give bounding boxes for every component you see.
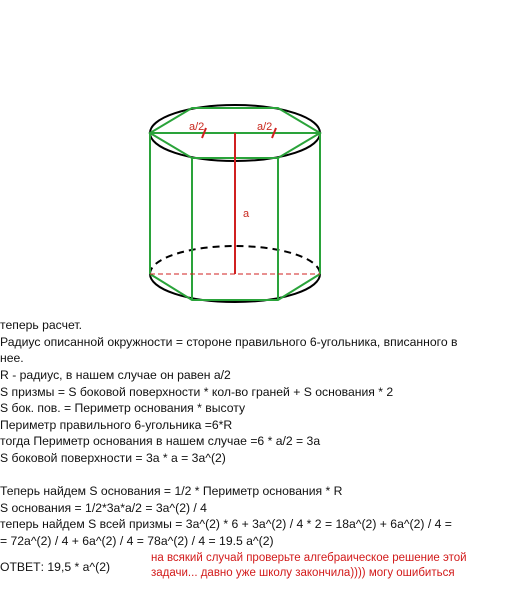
solution-line: R - радиус, в нашем случае он равен a/2 xyxy=(0,368,231,382)
solution-line: теперь найдем S всей призмы = 3a^(2) * 6 + 3a^(2) / 4 * 2 = 18a^(2) + 6a^(2) / 4 = xyxy=(0,517,452,531)
solution-line: Периметр правильного 6-угольника =6*R xyxy=(0,418,233,432)
cylinder-bottom-front-arc xyxy=(150,274,320,302)
solution-line: теперь расчет. xyxy=(0,318,82,332)
solution-line: S боковой поверхности = 3a * a = 3a^(2) xyxy=(0,451,226,465)
solution-line: S бок. пов. = Периметр основания * высоту xyxy=(0,401,246,415)
solution-line: нее. xyxy=(0,351,24,365)
label-half-side-right: a/2 xyxy=(257,121,273,133)
solution-line: Радиус описанной окружности = стороне правильного 6-угольника, вписанного в xyxy=(0,335,458,349)
answer: ОТВЕТ: 19,5 * a^(2) xyxy=(0,560,111,574)
solution-line: S основания = 1/2*3a*a/2 = 3a^(2) / 4 xyxy=(0,501,207,515)
solution-line: тогда Периметр основания в нашем случае =6 * a/2 = 3a xyxy=(0,434,321,448)
label-height: a xyxy=(243,208,250,220)
disclaimer-note: на всякий случай проверьте алгебраическое решение этой задачи... давно уже школу закончила)))) могу ошибиться xyxy=(151,552,467,579)
solution-line: Теперь найдем S основания = 1/2 * Периметр основания * R xyxy=(0,484,343,498)
measurements xyxy=(150,128,320,274)
prism-bottom-front-edges xyxy=(150,274,320,300)
label-half-side-left: a/2 xyxy=(189,121,205,133)
solution-line: S призмы = S боковой поверхности * кол-во граней + S основания * 2 xyxy=(0,385,394,399)
solution-line: = 72a^(2) / 4 + 6a^(2) / 4 = 78a^(2) / 4 = 19.5 a^(2) xyxy=(0,534,274,548)
